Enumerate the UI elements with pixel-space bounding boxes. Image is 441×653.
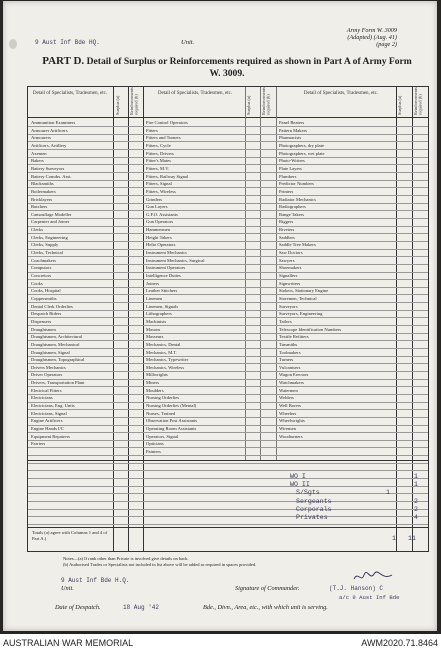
list-item: Leather Stitchers [146, 288, 178, 294]
list-item: Dispensers [31, 318, 52, 324]
list-item: Vulcanisers [279, 364, 301, 370]
list-item: Height Takers [146, 234, 172, 240]
list-item: Pattern Makers [279, 127, 307, 133]
list-item: Linemen, Signals [146, 303, 179, 309]
row-rule [28, 486, 428, 487]
reinforcements-value: 2 [414, 497, 418, 505]
list-item: Gun Layers [146, 204, 168, 210]
list-item: Mechanics, Wireless [146, 364, 184, 370]
list-item: Helio Operators [146, 242, 176, 248]
list-item: Observation Post Assistants [146, 418, 198, 424]
totals-rule [28, 527, 428, 528]
list-item: Wagon Erectors [279, 372, 309, 378]
list-item: Clerks [31, 227, 43, 233]
handwritten-rank: Sergeants [296, 497, 332, 505]
row-rule [28, 463, 428, 464]
col-header-detail: Detail of Specialists, Tradesmen, etc. [32, 91, 108, 96]
list-item: Millwrights [146, 372, 168, 378]
column-rule [245, 87, 246, 460]
list-item: Driver Operators [31, 372, 63, 378]
list-item: Surveyors, Engineering [279, 311, 323, 317]
list-item: Fitters and Turners [146, 135, 181, 141]
row-rule [28, 524, 428, 525]
reinforcements-value: 2 [414, 505, 418, 513]
list-item: Engine Artificers [31, 418, 63, 424]
form-reference [287, 27, 397, 49]
handwritten-rank: WO II [290, 481, 310, 489]
list-item: Tailors [279, 318, 292, 324]
total-surplus: 1 [392, 535, 396, 542]
col-header-surplus: Surplus (a) [246, 95, 251, 115]
list-item: Panel Beaters [279, 120, 305, 125]
unit-stamp: 9 Aust Inf Bde H.Q. [61, 577, 130, 584]
despatch-date: 18 Aug '42 [123, 604, 160, 611]
list-item: Drivers Mechanics [31, 364, 66, 370]
unit-typed: 9 Aust Inf Bde HQ. [35, 39, 100, 46]
row-rule [28, 501, 428, 502]
list-item: G.F.O. Assistants [146, 211, 178, 217]
list-item: Radiator Mechanics [279, 196, 316, 202]
list-item: Fire Control Operators [146, 120, 188, 125]
note-line: (b) Authorised Trades or Specialists not included in list above will be added as required in spaces provided. [63, 562, 257, 567]
list-item: Photographers, wet plate [279, 150, 325, 156]
punch-hole [9, 39, 17, 49]
row-rule [28, 203, 428, 204]
row-rule [28, 218, 428, 219]
list-item: Coppersmiths [31, 295, 57, 301]
row-rule [28, 187, 428, 188]
row-rule [28, 493, 428, 494]
row-rule [28, 164, 428, 165]
list-item: Hammermen [146, 227, 170, 233]
row-rule [28, 402, 428, 403]
column-rule [260, 87, 261, 460]
list-item: Wheelers [279, 410, 297, 416]
row-rule [28, 440, 428, 441]
list-item: Opticians [146, 441, 164, 447]
row-rule [28, 272, 428, 273]
list-item: Riveters [279, 227, 295, 233]
form-ref-line: Army Form W. 3009 [346, 27, 397, 34]
row-rule [28, 157, 428, 158]
list-item: Coachmakers [31, 257, 57, 263]
list-item: Fitter's Mates [146, 158, 171, 164]
list-item: Joiners [146, 280, 160, 286]
list-item: Draughtsmen, Architectural [31, 334, 83, 340]
list-item: Dental Clerk Orderlies [31, 303, 73, 309]
list-item: Toolmakers [279, 349, 301, 355]
row-rule [28, 149, 428, 150]
list-item: Range Takers [279, 211, 304, 217]
list-item: Photographers, dry plate [279, 142, 325, 148]
list-item: Boilermakers [31, 188, 56, 194]
row-rule [28, 294, 428, 295]
row-rule [28, 256, 428, 257]
row-rule [28, 379, 428, 380]
list-item: Farriers [31, 441, 46, 447]
list-item: Painters [146, 448, 161, 454]
list-item: Miners [146, 380, 160, 386]
reinforcements-value: 1 [414, 473, 418, 480]
list-item: Draughtsmen [31, 326, 56, 332]
row-rule [28, 386, 428, 387]
col-header-reinforcements: Reinforcements required (b) [413, 87, 423, 115]
form-ref-line: (page 2) [376, 41, 397, 49]
form-title [37, 56, 417, 79]
list-item: Wiremen [279, 426, 296, 431]
col-header-surplus: Surplus (a) [115, 95, 120, 115]
row-rule [28, 279, 428, 280]
list-item: Electrical Fitters [31, 387, 62, 393]
row-rule [28, 317, 428, 318]
list-item: Butchers [31, 204, 48, 210]
list-item: Well Borers [279, 403, 301, 409]
row-rule [28, 141, 428, 142]
row-rule [28, 134, 428, 135]
row-rule [28, 264, 428, 265]
list-item: Tinsmiths [279, 341, 298, 347]
list-item: Armourers [31, 135, 51, 141]
unit-label: Unit. [61, 585, 74, 592]
note-line: Notes—(a) If rank other than Private is involved give details on back. [63, 556, 189, 561]
despatch-label: Date of Despatch. [55, 604, 101, 611]
list-item: Sawyers [279, 257, 295, 263]
list-item: Turners [279, 357, 294, 363]
row-rule [28, 310, 428, 311]
column-rule [276, 87, 277, 460]
list-item: Instrument Operators [146, 265, 186, 271]
archive-ref: AWM2020.71.8464 [361, 638, 438, 648]
row-rule [28, 333, 428, 334]
notes [63, 556, 256, 568]
list-item: Armourer Artificers [31, 127, 68, 133]
list-item: Fitters [146, 127, 158, 133]
list-item: Artificers, Artillery [31, 142, 67, 148]
list-item: Clerks, Engineering [31, 234, 68, 240]
reinforcements-value: 1 [414, 481, 418, 489]
list-item: Battery Surveyors [31, 165, 65, 171]
unit-label: Unit. [181, 39, 195, 46]
list-item: Saddlers [279, 234, 295, 240]
list-item: Plumbers [279, 173, 297, 179]
list-item: Telescope Identification Numbers [279, 326, 342, 332]
form-ref-line: (Adapted) (Aug. 41) [347, 34, 397, 42]
bde-label: Bde., Divn., Area, etc., with which unit is serving. [203, 604, 328, 611]
list-item: Machinists [146, 318, 167, 324]
row-rule [28, 363, 428, 364]
list-item: Surveyors [279, 303, 298, 309]
row-rule [28, 455, 428, 456]
list-item: Shoemakers [279, 265, 302, 271]
list-item: Signwriters [279, 280, 301, 286]
list-item: Riggers [279, 219, 294, 225]
row-rule [28, 226, 428, 227]
list-item: Bakers [31, 158, 44, 164]
handwritten-rank: Privates [296, 514, 328, 521]
reinforcements-value: 4 [414, 514, 418, 521]
list-item: Fitters, M.V. [146, 165, 170, 171]
row-rule [28, 425, 428, 426]
list-item: Lithographers [146, 311, 172, 317]
list-item: Battery Comdrs. Asst. [31, 173, 72, 179]
list-item: Saw Doctors [279, 250, 303, 256]
list-item: Predictor Numbers [279, 181, 314, 187]
title-part: PART D. [42, 55, 85, 67]
list-item: Pharmacists [279, 135, 302, 141]
list-item: Carpenter and Joiner [31, 219, 70, 225]
list-item: Moulders [146, 387, 164, 393]
list-item: Printers [279, 188, 294, 194]
signature-label: Signature of Commander. [235, 585, 300, 592]
list-item: Watchmakers [279, 380, 304, 386]
list-item: Storemen, Technical [279, 295, 317, 301]
list-item: Fitters, Cycle [146, 142, 171, 148]
archive-footer [0, 634, 441, 653]
list-item: Plate Layers [279, 165, 302, 171]
handwritten-rank: WO I [290, 473, 306, 480]
list-item: Fitters, Drivers [146, 150, 174, 156]
row-rule [28, 447, 428, 448]
col-header-surplus: Surplus (a) [397, 95, 402, 115]
list-item: Masons [146, 326, 161, 332]
list-item: Mechanics, M.T. [146, 349, 178, 355]
list-item: Mechanics, Dental [146, 341, 181, 347]
list-item: Instrument Mechanics, Surgical [146, 257, 205, 263]
handwritten-rank: S/Sgts [296, 489, 320, 497]
list-item: Watermen [279, 387, 298, 393]
list-item: Wheelwrights [279, 418, 305, 424]
list-item: Draughtsmen, Mechanical [31, 341, 80, 347]
row-rule [28, 409, 428, 410]
list-item: Despatch Riders [31, 311, 62, 317]
list-item: Ammunition Examiners [31, 120, 76, 125]
list-item: Cooks [31, 280, 43, 286]
list-item: Linemen [146, 295, 163, 301]
list-item: Grinders [146, 196, 163, 202]
row-rule [28, 371, 428, 372]
list-item: Welders [279, 395, 294, 401]
list-item: Signallers [279, 273, 298, 278]
list-item: Photo-Writers [279, 158, 305, 164]
row-rule [28, 287, 428, 288]
list-item: Fitters, Signal [146, 181, 172, 187]
form-page [3, 1, 437, 631]
row-rule [28, 233, 428, 234]
col-header-reinforcements: Reinforcements required (b) [129, 87, 139, 115]
list-item: Masseurs [146, 334, 164, 340]
signature-scrawl [352, 569, 394, 585]
list-item: Radiographers [279, 204, 306, 210]
list-item: Axemen [31, 150, 47, 156]
row-rule [28, 470, 428, 471]
list-item: Camouflage Modeller [31, 211, 72, 217]
handwritten-rank: Corporals [296, 505, 332, 513]
list-item: Engine Hands I/C [31, 426, 64, 431]
list-item: Mechanics, Typewriter [146, 357, 189, 363]
list-item: Draughtsmen, Signal [31, 349, 70, 355]
row-rule [28, 417, 428, 418]
row-rule [28, 394, 428, 395]
signature-subtitle: a/c 9 Aust Inf Bde [339, 594, 400, 601]
signature-name: (T.J. Hanson) C [329, 585, 384, 592]
col-header-detail: Detail of Specialists, Tradesmen, etc. [157, 91, 233, 96]
list-item: Electricians, Eng. Units [31, 403, 75, 409]
row-rule [28, 249, 428, 250]
row-rule [28, 516, 428, 517]
list-item: Stokers, Stationary Engine [279, 288, 329, 294]
archive-name: AUSTRALIAN WAR MEMORIAL [3, 638, 134, 648]
list-item: Clerks, Technical [31, 250, 63, 256]
row-rule [28, 325, 428, 326]
row-rule [28, 356, 428, 357]
list-item: Operating Room Assistants [146, 426, 197, 431]
row-rule [28, 172, 428, 173]
list-item: Electricians [31, 395, 53, 401]
row-rule [28, 340, 428, 341]
specialists-table [27, 86, 429, 552]
section-rule [28, 460, 428, 461]
list-item: Draughtsmen, Topographical [31, 357, 85, 363]
list-item: Instrument Mechanics [146, 250, 187, 256]
row-rule [28, 302, 428, 303]
list-item: Computors [31, 265, 52, 271]
list-item: Blacksmiths [31, 181, 54, 187]
list-item: Intelligence Duties [146, 273, 181, 278]
list-item: Concretors [31, 273, 52, 278]
row-rule [28, 478, 428, 479]
row-rule [28, 210, 428, 211]
list-item: Fitters, Wireless [146, 188, 176, 194]
list-item: Woodturners [279, 433, 303, 439]
list-item: Nursing Orderlies (Mental) [146, 403, 197, 409]
list-item: Cooks, Hospital [31, 288, 61, 294]
header-rule [28, 117, 428, 118]
list-item: Textile Refitters [279, 334, 309, 340]
list-item: Equipment Repairers [31, 433, 70, 439]
list-item: Nursing Orderlies [146, 395, 180, 401]
title-text: Detail of Surplus or Reinforcements required as shown in Part A of Army Form W. 3009. [86, 56, 412, 79]
list-item: Saddle Tree Makers [279, 242, 316, 248]
col-header-reinforcements: Reinforcements required (b) [261, 87, 271, 115]
list-item: Electricians, Signal [31, 410, 67, 416]
list-item: Operators, Signal [146, 433, 179, 439]
list-item: Gun Operators [146, 219, 174, 225]
list-item: Clerks, Supply [31, 242, 59, 248]
list-item: Fitters, Railway Signal [146, 173, 189, 179]
list-item: Bricklayers [31, 196, 53, 202]
row-rule [28, 241, 428, 242]
list-item: Nurses, Trained [146, 410, 176, 416]
list-item: Drivers, Transportation Plant [31, 380, 85, 386]
surplus-value: 1 [386, 489, 390, 497]
totals-label: Totals (a) agree with Columns 1 and 4 of Part A.) [32, 530, 108, 541]
row-rule [28, 126, 428, 127]
row-rule [28, 348, 428, 349]
row-rule [28, 432, 428, 433]
row-rule [28, 195, 428, 196]
col-header-detail: Detail of Specialists, Tradesmen, etc. [303, 91, 379, 96]
row-rule [28, 509, 428, 510]
row-rule [28, 180, 428, 181]
total-reinforcements: 11 [408, 535, 416, 542]
